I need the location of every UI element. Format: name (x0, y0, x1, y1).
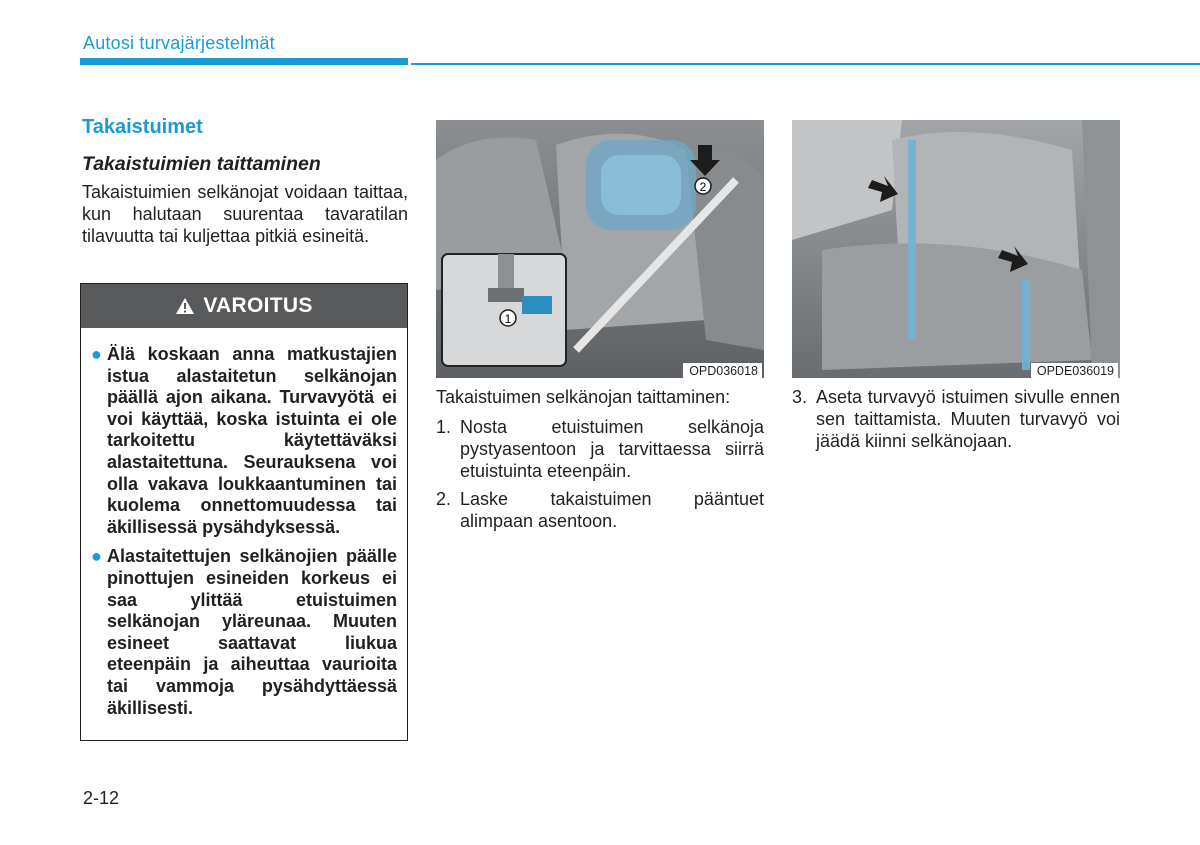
figure-fold-headrest (436, 120, 764, 378)
subsection-title: Takaistuimien taittaminen (82, 153, 321, 175)
warning-list (81, 328, 407, 719)
header-rule-thin (411, 63, 1200, 65)
procedure-intro: Takaistuimen selkänojan taittaminen: (436, 387, 731, 407)
header-rule-thick (80, 58, 408, 65)
figure-code: OPDE036019 (1031, 363, 1118, 378)
section-title: Takaistuimet (82, 116, 203, 138)
procedure-step: 2. Laske takaistuimen pääntuet alimpaan asentoon. (436, 489, 764, 531)
procedure-step: 3. Aseta turvavyö istuimen sivulle ennen sen taittamista. Muuten turvavyö voi jäädä kiinni selkänojaan. (792, 387, 1120, 451)
warning-triangle-icon (175, 297, 195, 315)
left-column (80, 116, 408, 247)
page-number: 2-12 (83, 788, 120, 808)
svg-text:2: 2 (699, 180, 707, 194)
rear-seat-illustration (436, 120, 764, 378)
svg-text:1: 1 (504, 312, 512, 326)
middle-column (436, 386, 764, 538)
warning-box (80, 283, 408, 741)
figure-seat-belt-position (792, 120, 1120, 378)
chapter-title: Autosi turvajärjestelmät (83, 33, 275, 53)
warning-header (81, 284, 407, 328)
warning-title: VAROITUS (203, 294, 313, 317)
intro-paragraph: Takaistuimien selkänojat voidaan taittaa, kun halutaan suurentaa tavaratilan tilavuutta tai kuljettaa pitkiä esineitä. (82, 182, 408, 246)
right-column (792, 386, 1120, 458)
warning-item: ● Alastaitettujen selkänojien päälle pinottujen esineiden korkeus ei saa ylittää etuistuimen selkänojan yläreunaa. Muuten esineet saattavat liukua eteenpäin ja aiheuttaa vaurioita tai vammoja pysähdyttäessä äkillisesti. (91, 546, 397, 718)
procedure-step: 1. Nosta etuistuimen selkänoja pystyasentoon ja tarvittaessa siirrä etuistuinta eteenpäin. (436, 417, 764, 481)
rear-bench-illustration (792, 120, 1120, 378)
warning-item: ● Älä koskaan anna matkustajien istua alastaitetun selkänojan päällä ajon aikana. Turvavyötä ei voi käyttää, koska istuinta ei ole tarkoitettu käytettäväksi alastaitettuna. Seurauksena voi olla vakava loukkaantuminen tai kuolema onnettomuudessa tai äkillisessä pysähdyksessä. (91, 344, 397, 537)
figure-code: OPD036018 (683, 363, 762, 378)
